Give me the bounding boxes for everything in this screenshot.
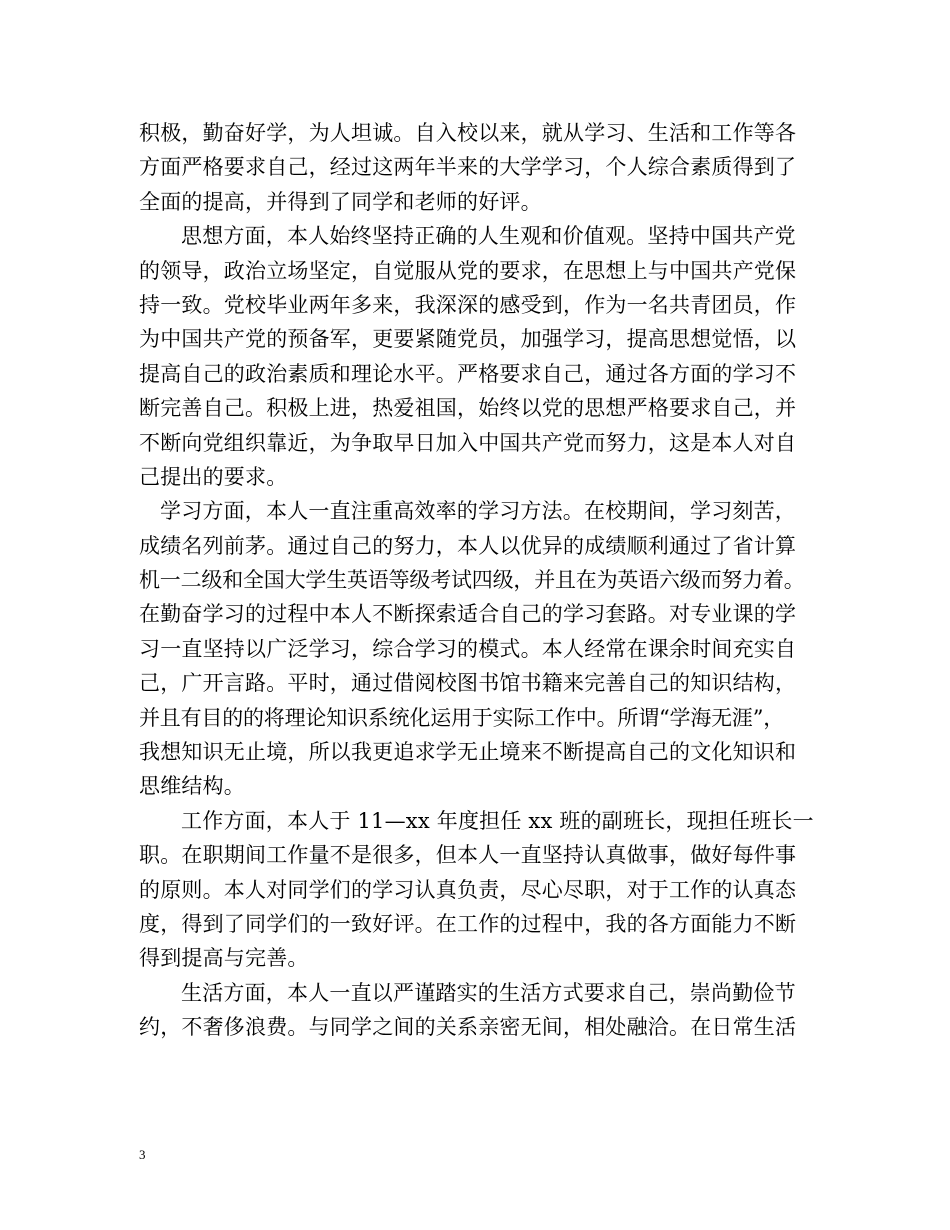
text-line: 并且有目的的将理论知识系统化运用于实际工作中。所谓“学海无涯”， — [139, 705, 785, 730]
text-line: 断完善自己。积极上进，热爱祖国，始终以党的思想严格要求自己，并 — [139, 396, 797, 421]
text-line: 职。在职期间工作量不是很多，但本人一直坚持认真做事，做好每件事 — [139, 843, 797, 868]
text-line: 度，得到了同学们的一致好评。在工作的过程中，我的各方面能力不断 — [139, 911, 797, 936]
text-line: 持一致。党校毕业两年多来，我深深的感受到，作为一名共青团员，作 — [139, 292, 797, 317]
text-line: 全面的提高，并得到了同学和老师的好评。 — [139, 189, 542, 214]
text-line: 机一二级和全国大学生英语等级考试四级，并且在为英语六级而努力着。 — [139, 568, 805, 593]
text-line: 约，不奢侈浪费。与同学之间的关系亲密无间，相处融洽。在日常生活 — [139, 1015, 797, 1040]
page-number: 3 — [139, 1147, 146, 1162]
paragraph-thought-start: 思想方面，本人始终坚持正确的人生观和价值观。坚持中国共产党 — [181, 224, 796, 249]
text-line: 习一直坚持以广泛学习，综合学习的模式。本人经常在课余时间充实自 — [139, 636, 797, 661]
text-line: 不断向党组织靠近，为争取早日加入中国共产党而努力，这是本人对自 — [139, 430, 797, 455]
paragraph-study-start: 学习方面，本人一直注重高效率的学习方法。在校期间，学习刻苦， — [160, 499, 796, 524]
text-line: 成绩名列前茅。通过自己的努力，本人以优异的成绩顺利通过了省计算 — [139, 533, 797, 558]
text-line: 为中国共产党的预备军，更要紧随党员，加强学习，提高思想觉悟，以 — [139, 327, 797, 352]
document-body — [139, 116, 814, 1045]
text-line: 积极，勤奋好学，为人坦诚。自入校以来，就从学习、生活和工作等各 — [139, 121, 797, 145]
text-line: 我想知识无止境，所以我更追求学无止境来不断提高自己的文化知识和 — [139, 740, 797, 765]
text-line: 在勤奋学习的过程中本人不断探索适合自己的学习套路。对专业课的学 — [139, 602, 797, 627]
text-line: 的领导，政治立场坚定，自觉服从党的要求，在思想上与中国共产党保 — [139, 258, 797, 283]
text-line: 己提出的要求。 — [139, 464, 288, 489]
text-line: 方面严格要求自己，经过这两年半来的大学学习，个人综合素质得到了 — [139, 155, 797, 180]
text-line: 思维结构。 — [139, 774, 245, 799]
text-line: 提高自己的政治素质和理论水平。严格要求自己，通过各方面的学习不 — [139, 361, 797, 386]
text-line: 得到提高与完善。 — [139, 946, 309, 971]
text-line: 己，广开言路。平时，通过借阅校图书馆书籍来完善自己的知识结构， — [139, 671, 797, 696]
text-line: 的原则。本人对同学们的学习认真负责，尽心尽职，对于工作的认真态 — [139, 877, 797, 902]
paragraph-work-start: 工作方面，本人于 11—xx 年度担任 xx 班的副班长，现担任班长一 — [181, 808, 814, 833]
paragraph-life-start: 生活方面，本人一直以严谨踏实的生活方式要求自己，崇尚勤俭节 — [181, 980, 796, 1005]
